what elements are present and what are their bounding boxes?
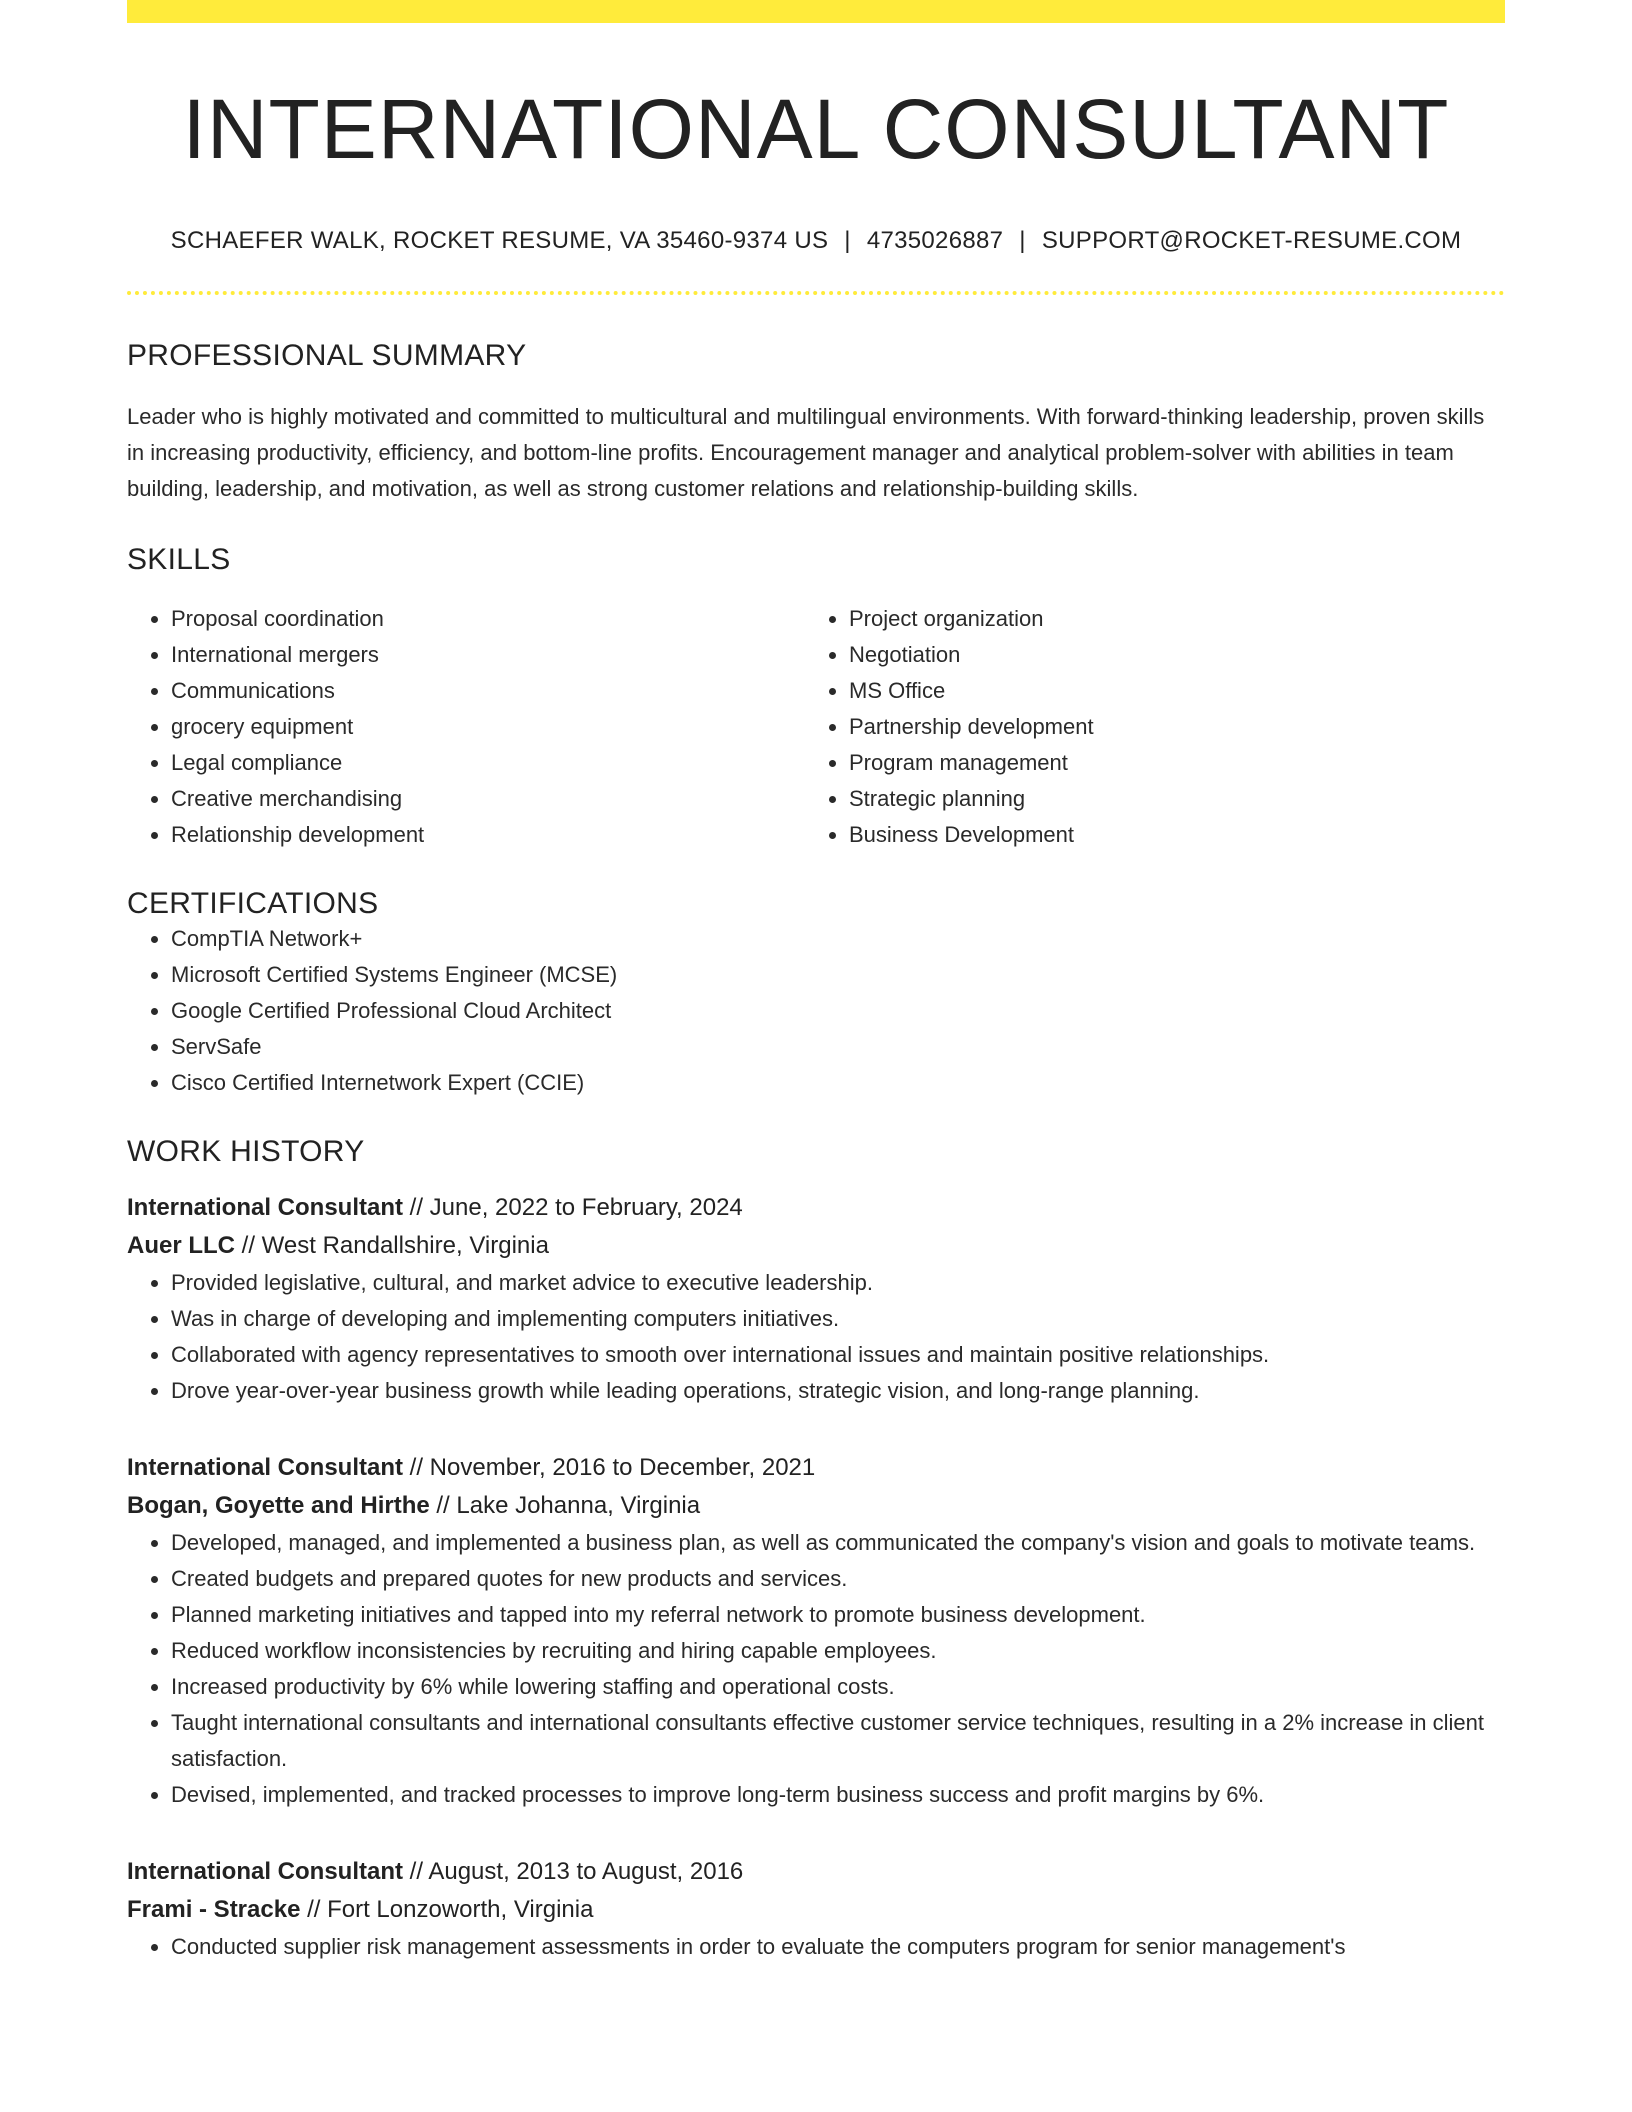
skill-item: • Partnership development <box>849 709 1483 745</box>
job-bullet: • Developed, managed, and implemented a business plan, as well as communicated the company's vision and goals to motivate teams. <box>171 1525 1505 1561</box>
job-bullets <box>127 1525 1505 1813</box>
contact-phone: 4735026887 <box>866 227 1004 255</box>
skill-item: • Negotiation <box>849 637 1483 673</box>
job-company: Bogan, Goyette and Hirthe <box>127 1492 430 1520</box>
skills-columns <box>127 601 1505 853</box>
job-bullet: • Taught international consultants and international consultants effective customer service techniques, resulting in a 2% increase in client satisfaction. <box>171 1705 1505 1777</box>
job-entry <box>127 1189 1505 1409</box>
skill-item: • MS Office <box>849 673 1483 709</box>
job-location: // Fort Lonzoworth, Virginia <box>300 1896 594 1924</box>
job-bullet: • Conducted supplier risk management assessments in order to evaluate the computers program for senior management's <box>171 1929 1505 1965</box>
job-role: International Consultant <box>127 1194 403 1222</box>
job-location: // West Randallshire, Virginia <box>235 1232 549 1260</box>
certifications-list <box>127 921 1505 1101</box>
certification-item: • Google Certified Professional Cloud Architect <box>171 993 1505 1029</box>
contact-email: SUPPORT@ROCKET-RESUME.COM <box>1041 227 1462 255</box>
job-dates: // November, 2016 to December, 2021 <box>403 1454 816 1482</box>
job-bullet: • Increased productivity by 6% while lowering staffing and operational costs. <box>171 1669 1505 1705</box>
job-bullet: • Provided legislative, cultural, and market advice to executive leadership. <box>171 1265 1505 1301</box>
job-location: // Lake Johanna, Virginia <box>429 1492 701 1520</box>
skill-item: • Relationship development <box>171 817 805 853</box>
job-title-line <box>127 1189 1505 1227</box>
job-bullet: • Devised, implemented, and tracked processes to improve long-term business success and profit margins by 6%. <box>171 1777 1505 1813</box>
skill-item: • International mergers <box>171 637 805 673</box>
job-bullet: • Drove year-over-year business growth while leading operations, strategic vision, and long-range planning. <box>171 1373 1505 1409</box>
contact-separator: | <box>844 227 851 255</box>
job-company: Auer LLC <box>127 1232 235 1260</box>
skills-heading: SKILLS <box>127 543 231 577</box>
job-role: International Consultant <box>127 1858 403 1886</box>
job-company-line <box>127 1891 1505 1929</box>
job-title-line <box>127 1449 1505 1487</box>
skill-item: • Communications <box>171 673 805 709</box>
job-bullet: • Created budgets and prepared quotes for new products and services. <box>171 1561 1505 1597</box>
certification-item: • CompTIA Network+ <box>171 921 1505 957</box>
accent-top-bar <box>127 0 1505 23</box>
summary-text: Leader who is highly motivated and committed to multicultural and multilingual environments. With forward-thinking leadership, proven skills in increasing productivity, efficiency, and bottom-line profits. Encouragement manager and analytical problem-solver with abilities in team building, leadership, and motivation, as well as strong customer relations and relationship-building skills. <box>127 404 1485 502</box>
contact-address: SCHAEFER WALK, ROCKET RESUME, VA 35460-9374 US <box>170 227 829 255</box>
certification-item: • Microsoft Certified Systems Engineer (MCSE) <box>171 957 1505 993</box>
certification-item: • ServSafe <box>171 1029 1505 1065</box>
certification-item: • Cisco Certified Internetwork Expert (CCIE) <box>171 1065 1505 1101</box>
job-company: Frami - Stracke <box>127 1896 301 1924</box>
skill-item: • Creative merchandising <box>171 781 805 817</box>
skill-item: • Program management <box>849 745 1483 781</box>
contact-line <box>127 227 1505 255</box>
skills-column-left <box>127 601 805 853</box>
job-bullet: • Reduced workflow inconsistencies by recruiting and hiring capable employees. <box>171 1633 1505 1669</box>
skills-column-right <box>805 601 1483 853</box>
job-bullets <box>127 1265 1505 1409</box>
job-bullets <box>127 1929 1505 1965</box>
resume-name: INTERNATIONAL CONSULTANT <box>182 82 1450 176</box>
job-entry <box>127 1449 1505 1813</box>
skill-item: • Strategic planning <box>849 781 1483 817</box>
job-bullet: • Collaborated with agency representatives to smooth over international issues and maintain positive relationships. <box>171 1337 1505 1373</box>
summary-heading: PROFESSIONAL SUMMARY <box>127 339 527 373</box>
resume-page <box>127 0 1505 1965</box>
work-history-heading: WORK HISTORY <box>127 1135 365 1169</box>
job-bullet: • Was in charge of developing and implementing computers initiatives. <box>171 1301 1505 1337</box>
skill-item: • Project organization <box>849 601 1483 637</box>
job-dates: // August, 2013 to August, 2016 <box>403 1858 744 1886</box>
job-bullet: • Planned marketing initiatives and tapped into my referral network to promote business development. <box>171 1597 1505 1633</box>
contact-separator: | <box>1019 227 1026 255</box>
job-role: International Consultant <box>127 1454 403 1482</box>
skill-item: • Proposal coordination <box>171 601 805 637</box>
certifications-heading: CERTIFICATIONS <box>127 887 379 921</box>
skill-item: • grocery equipment <box>171 709 805 745</box>
skill-item: • Legal compliance <box>171 745 805 781</box>
job-title-line <box>127 1853 1505 1891</box>
job-company-line <box>127 1487 1505 1525</box>
job-dates: // June, 2022 to February, 2024 <box>403 1194 743 1222</box>
dotted-divider <box>127 291 1505 295</box>
job-entry <box>127 1853 1505 1965</box>
skill-item: • Business Development <box>849 817 1483 853</box>
job-company-line <box>127 1227 1505 1265</box>
